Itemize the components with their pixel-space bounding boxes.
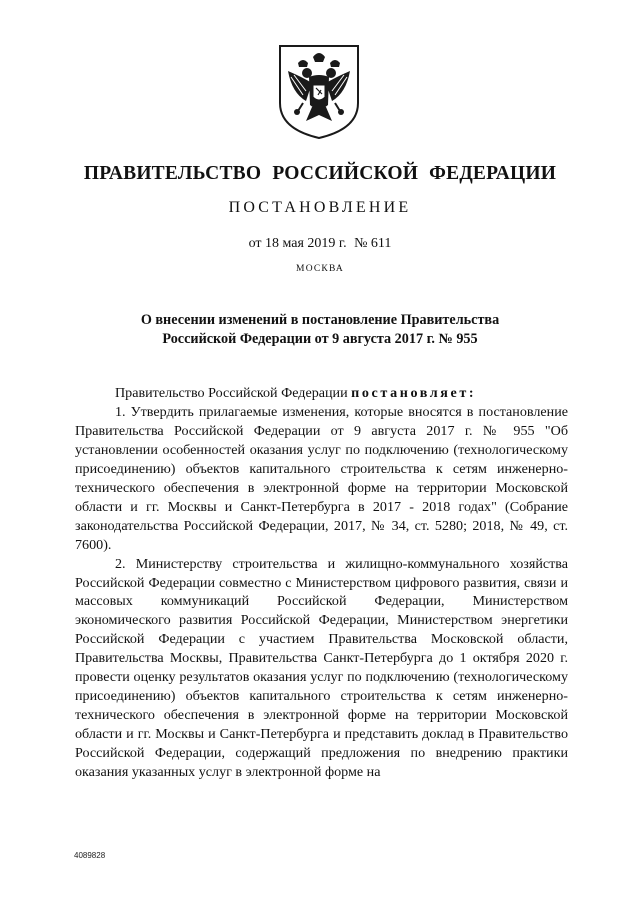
intro-prefix: Правительство Российской Федерации — [115, 385, 348, 401]
document-type: ПОСТАНОВЛЕНИЕ — [228, 199, 412, 216]
document-date: от 18 мая 2019 г. — [248, 236, 347, 251]
coat-of-arms-icon — [276, 43, 362, 141]
government-title: ПРАВИТЕЛЬСТВО РОССИЙСКОЙ ФЕДЕРАЦИИ — [83, 163, 557, 184]
subject-line-1: О внесении изменений в постановление Правительства — [140, 312, 500, 328]
document-id: 4089828 — [74, 851, 106, 860]
document-body — [75, 384, 568, 782]
document-date-line — [0, 236, 640, 252]
item-2-paragraph: 2. Министерству строительства и жилищно-коммунального хозяйства Российской Федерации совместно с Министерством цифрового развития, связи и массовых коммуникаций Российской Федерации, Министерством экономического развития Российской Федерации, Министерством энергетики Российской Федерации с участием Правительства Московской области, Правительства Москвы, Правительства Санкт-Петербурга до 1 октября 2020 г. провести оценку результатов оказания услуг по подключению (технологическому присоединению) объектов капитального строительства к сетям инженерно-технического обеспечения в электронной форме на территории Московской области и гг. Москвы и Санкт-Петербурга и представить доклад в Правительство Российской Федерации, содержащий предложения по внедрению практики оказания указанных услуг в электронной форме на — [75, 555, 568, 781]
item-1-paragraph: 1. Утвердить прилагаемые изменения, которые вносятся в постановление Правительства Российской Федерации от 9 августа 2017 г. № 955 "Об установлении особенностей оказания услуг по подключению (технологическому присоединению) объектов капитального строительства к сетям инженерно-технического обеспечения в электронной форме на территории Московской области и гг. Москвы и Санкт-Петербурга в 2017 - 2018 годах" (Собрание законодательства Российской Федерации, 2017, № 34, ст. 5280; 2018, № 49, ст. 7600). — [75, 403, 568, 553]
intro-paragraph — [75, 384, 568, 403]
intro-resolves: постановляет: — [351, 385, 477, 401]
city: МОСКВА — [296, 264, 344, 274]
document-subject — [100, 311, 540, 349]
subject-line-2: Российской Федерации от 9 августа 2017 г. № 955 — [162, 331, 478, 347]
document-number: № 611 — [354, 236, 392, 251]
